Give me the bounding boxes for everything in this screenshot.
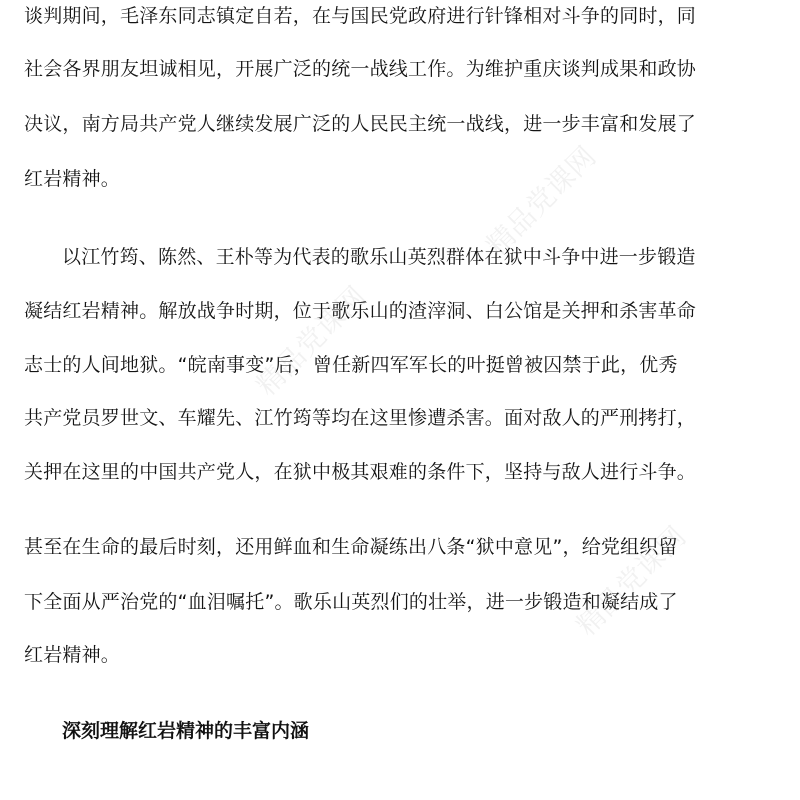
paragraph-2-line-1: 以江竹筠、陈然、王朴等为代表的歌乐山英烈群体在狱中斗争中进一步锻造 xyxy=(62,246,696,268)
paragraph-1-line-1: 谈判期间，毛泽东同志镇定自若，在与国民党政府进行针锋相对斗争的同时，同 xyxy=(24,5,697,27)
paragraph-1-line-4: 红岩精神。 xyxy=(24,168,121,190)
section-heading: 深刻理解红岩精神的丰富内涵 xyxy=(62,720,310,742)
paragraph-1-line-3: 决议，南方局共产党人继续发展广泛的人民民主统一战线，进一步丰富和发展了 xyxy=(24,113,697,135)
watermark-text: 精品党课网 xyxy=(249,279,373,403)
paragraph-2-line-2: 凝结红岩精神。解放战争时期，位于歌乐山的渣滓洞、白公馆是关押和杀害革命 xyxy=(24,300,697,322)
watermark-text: 精品党课网 xyxy=(569,519,693,643)
paragraph-2-line-8: 红岩精神。 xyxy=(24,644,121,666)
paragraph-2-line-6: 甚至在生命的最后时刻，还用鲜血和生命凝练出八条“狱中意见”，给党组织留 xyxy=(24,536,678,558)
paragraph-2-line-5: 关押在这里的中国共产党人，在狱中极其艰难的条件下，坚持与敌人进行斗争。 xyxy=(24,461,697,483)
paragraph-2-line-4: 共产党员罗世文、车耀先、江竹筠等均在这里惨遭杀害。面对敌人的严刑拷打， xyxy=(24,407,697,429)
paragraph-1-line-2: 社会各界朋友坦诚相见，开展广泛的统一战线工作。为维护重庆谈判成果和政协 xyxy=(24,58,697,80)
paragraph-2-line-7: 下全面从严治党的“血泪嘱托”。歌乐山英烈们的壮举，进一步锻造和凝结成了 xyxy=(24,591,678,613)
paragraph-2-line-3: 志士的人间地狱。“皖南事变”后，曾任新四军军长的叶挺曾被囚禁于此，优秀 xyxy=(24,354,678,376)
watermark-text: 精品党课网 xyxy=(479,139,603,263)
